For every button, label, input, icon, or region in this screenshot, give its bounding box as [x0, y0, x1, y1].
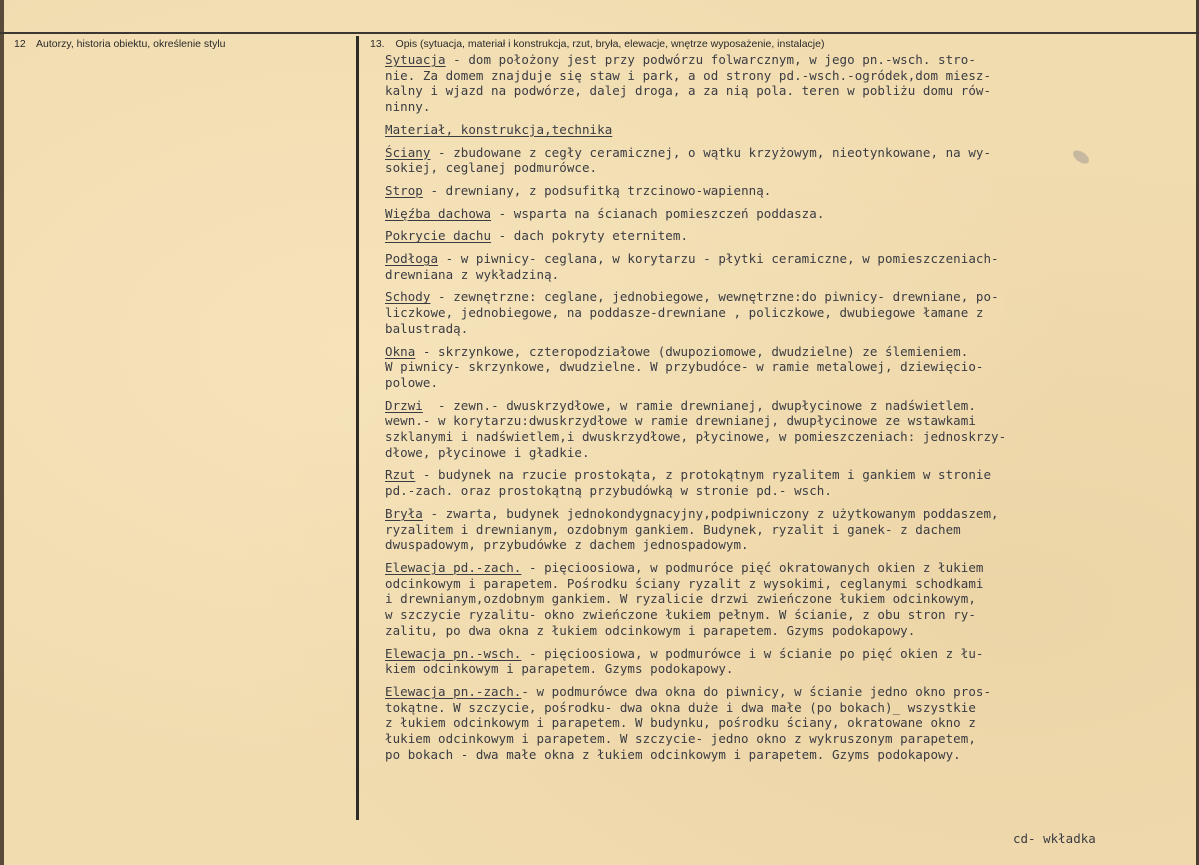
typed-line: ninny. [385, 99, 431, 115]
typed-line: W piwnicy- skrzynkowe, dwudzielne. W przybudóce- w ramie metalowej, dziewięcio- [385, 359, 984, 375]
typed-line: kalny i wjazd na podwórze, dalej droga, a za nią pola. teren w pobliżu domu rów- [385, 83, 992, 99]
section-paragraph [385, 684, 1195, 763]
section-text: - drewniany, z podsufitką trzcinowo-wapienną. [422, 182, 772, 198]
typed-line: i drewnianym,ozdobnym gankiem. W ryzalicie drzwi zwieńczone łukiem odcinkowym, [385, 591, 976, 607]
typed-description [385, 52, 1195, 769]
section-paragraph [385, 398, 1195, 461]
section-text: - dom położony jest przy podwórzu folwarcznym, w jego pn.-wsch. stro- [445, 52, 976, 67]
section-paragraph [385, 251, 1195, 282]
section-paragraph [385, 560, 1195, 639]
typed-line [385, 289, 1195, 305]
section-text: - zbudowane z cegły ceramicznej, o wątku krzyżowym, nieotynkowane, na wy- [430, 144, 992, 160]
section-heading: Drzwi [385, 397, 423, 413]
section-heading: Bryła [385, 505, 423, 521]
section-heading: Materiał, konstrukcja,technika [385, 121, 613, 137]
section-paragraph [385, 52, 1195, 115]
typed-line: dwuspadowym, przybudówke z dachem jednospadowym. [385, 537, 749, 553]
section-text: - w podmurówce dwa okna do piwnicy, w ścianie jedno okno pros- [521, 683, 992, 699]
section-paragraph [385, 183, 1195, 199]
left-column-number: 12 [14, 38, 26, 50]
typed-line [385, 467, 1195, 483]
section-heading: Okna [385, 343, 416, 359]
typed-line [385, 684, 1195, 700]
section-heading: Schody [385, 289, 431, 305]
typed-line [385, 145, 1195, 161]
typed-line [385, 122, 1195, 138]
section-text: - pięcioosiowa, w podmuróce pięć okratowanych okien z łukiem [521, 559, 984, 575]
section-heading: Ściany [385, 144, 431, 160]
typed-line: liczkowe, jednobiegowe, na poddasze-drewniane , policzkowe, dwubiegowe łamane z [385, 305, 984, 321]
typed-line: ryzalitem i drewnianym, ozdobnym gankiem. Budynek, ryzalit i ganek- z dachem [385, 521, 961, 537]
section-text: - zewnętrzne: ceglane, jednobiegowe, wewnętrzne:do piwnicy- drewniane, po- [430, 289, 999, 305]
section-text: - pięcioosiowa, w podmurówce i w ścianie po pięć okien z łu- [521, 645, 984, 661]
typed-line [385, 228, 1195, 244]
section-paragraph [385, 344, 1195, 391]
section-paragraph [385, 506, 1195, 553]
typed-line: szklanymi i nadświetlem,i dwuskrzydłowe, płycinowe, w pomieszczeniach: jednoskrzy- [385, 429, 1007, 445]
section-paragraph [385, 122, 1195, 138]
typed-line [385, 398, 1195, 414]
section-text: - w piwnicy- ceglana, w korytarzu - płytki ceramiczne, w pomieszczeniach- [438, 251, 999, 267]
section-paragraph [385, 289, 1195, 336]
section-paragraph [385, 145, 1195, 176]
top-rule-line [0, 32, 1199, 34]
section-text: - dach pokryty eternitem. [491, 228, 689, 244]
typed-line: dłowe, płycinowe i gładkie. [385, 444, 590, 460]
section-heading: Pokrycie dachu [385, 228, 492, 244]
section-text: - zewn.- dwuskrzydłowe, w ramie drewnianej, dwupłycinowe z nadświetlem. [422, 397, 976, 413]
section-text: - zwarta, budynek jednokondygnacyjny,podpiwniczony z użytkowanym poddaszem, [422, 505, 999, 521]
typed-line [385, 646, 1195, 662]
left-column-heading: Autorzy, historia obiektu, określenie stylu [36, 38, 226, 50]
section-heading: Więźba dachowa [385, 205, 492, 221]
typed-line: balustradą. [385, 320, 469, 336]
typed-line [385, 206, 1195, 222]
section-text: - budynek na rzucie prostokąta, z protokątnym ryzalitem i gankiem w stronie [415, 467, 992, 483]
section-text: - wsparta na ścianach pomieszczeń poddasza. [491, 205, 825, 221]
section-heading: Strop [385, 182, 423, 198]
section-paragraph [385, 228, 1195, 244]
typed-line: sokiej, ceglanej podmurówce. [385, 160, 598, 176]
typed-line: polowe. [385, 374, 439, 390]
section-heading: Rzut [385, 467, 416, 483]
typed-line: drewniana z wykładziną. [385, 266, 560, 282]
section-paragraph [385, 467, 1195, 498]
right-column-header [370, 38, 824, 50]
left-page-edge [0, 0, 4, 865]
right-column-heading: Opis (sytuacja, materiał i konstrukcja, rzut, bryła, elewacje, wnętrze wyposażenie, instalacje) [395, 38, 825, 50]
section-heading: Elewacja pn.-wsch. [385, 645, 522, 661]
section-heading: Elewacja pd.-zach. [385, 559, 522, 575]
typed-line: tokątne. W szczycie, pośrodku- dwa okna duże i dwa małe (po bokach)_ wszystkie [385, 699, 976, 715]
typed-line [385, 52, 1195, 68]
typed-line: w szczycie ryzalitu- okno zwieńczone łukiem pełnym. W ścianie, z obu stron ry- [385, 607, 976, 623]
typed-line: zalitu, po dwa okna z łukiem odcinkowym i parapetem. Gzyms podokapowy. [385, 622, 916, 638]
typed-line [385, 251, 1195, 267]
section-paragraph [385, 206, 1195, 222]
typed-line: wewn.- w korytarzu:dwuskrzydłowe w ramie drewnianej, dwupłycinowe ze wstawkami [385, 413, 976, 429]
right-column-number: 13. [370, 38, 385, 50]
typed-line: kiem odcinkowym i parapetem. Gzyms podokapowy. [385, 661, 734, 677]
typed-line: łukiem odcinkowym i parapetem. W szczycie- jedno okno z wykruszonym parapetem, [385, 731, 976, 747]
section-heading: Sytuacja [385, 52, 446, 67]
typed-line: odcinkowym i parapetem. Pośrodku ściany ryzalit z wysokimi, ceglanymi schodkami [385, 575, 984, 591]
section-heading: Podłoga [385, 251, 439, 267]
typed-line [385, 183, 1195, 199]
continuation-note: cd- wkładka [1013, 831, 1096, 846]
column-divider [356, 36, 359, 820]
section-heading: Elewacja pn.-zach. [385, 683, 522, 699]
typed-line: pd.-zach. oraz prostokątną przybudówką w stronie pd.- wsch. [385, 483, 832, 499]
left-column-header [14, 38, 226, 50]
typed-line [385, 560, 1195, 576]
section-text: - skrzynkowe, czteropodziałowe (dwupoziomowe, dwudzielne) ze ślemieniem. [415, 343, 969, 359]
typed-line: z łukiem odcinkowym i parapetem. W budynku, pośrodku ściany, okratowane okno z [385, 715, 976, 731]
typed-line [385, 344, 1195, 360]
typed-line [385, 506, 1195, 522]
typed-line: nie. Za domem znajduje się staw i park, a od strony pd.-wsch.-ogródek,dom miesz- [385, 67, 992, 83]
section-paragraph [385, 646, 1195, 677]
typed-line: po bokach - dwa małe okna z łukiem odcinkowym i parapetem. Gzyms podokapowy. [385, 746, 961, 762]
